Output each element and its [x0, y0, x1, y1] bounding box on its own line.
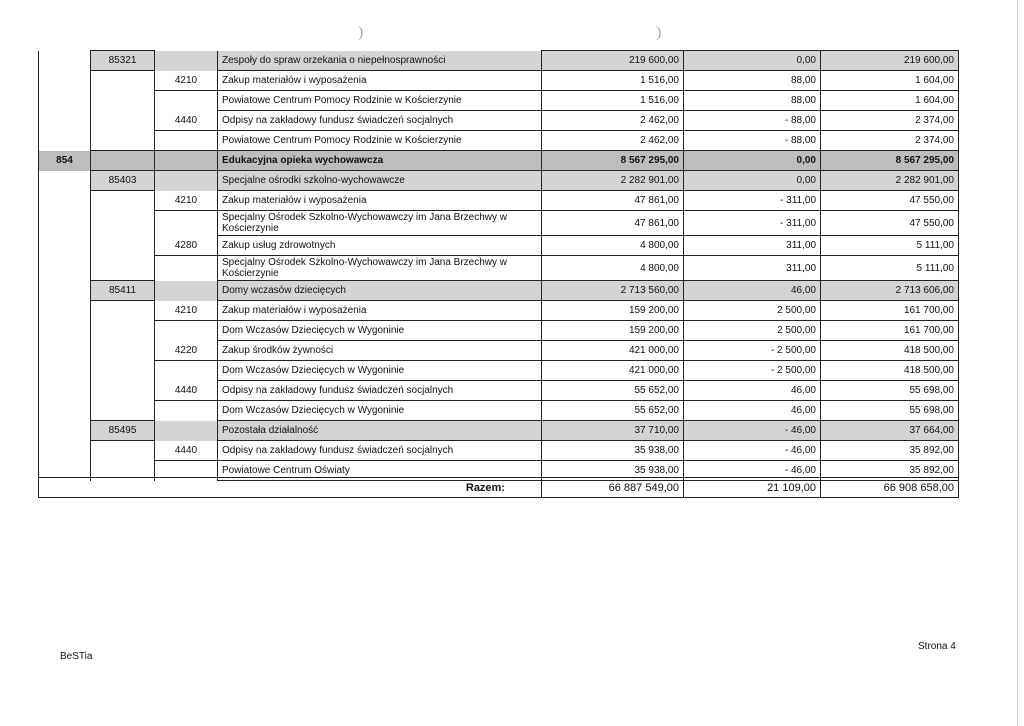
- amount-after-cell: 418 500,00: [821, 361, 959, 381]
- name-cell: Odpisy na zakładowy fundusz świadczeń socjalnych: [218, 441, 542, 461]
- name-cell: Odpisy na zakładowy fundusz świadczeń socjalnych: [218, 111, 542, 131]
- paragraf-cell: [155, 91, 218, 111]
- name-cell: Specjalne ośrodki szkolno-wychowawcze: [218, 171, 542, 191]
- name-cell: Zespoły do spraw orzekania o niepełnosprawności: [218, 51, 542, 71]
- footer-app-name: BeSTia: [60, 651, 93, 662]
- paragraf-cell: [155, 51, 218, 71]
- amount-before-cell: 35 938,00: [542, 461, 684, 481]
- table-row: [39, 281, 959, 301]
- name-cell: Zakup usług zdrowotnych: [218, 236, 542, 256]
- amount-before-cell: 2 713 560,00: [542, 281, 684, 301]
- rozdzial-cell: [91, 211, 155, 236]
- name-cell: Domy wczasów dziecięcych: [218, 281, 542, 301]
- decor-paren-right: ): [656, 24, 662, 41]
- name-cell: Pozostała działalność: [218, 421, 542, 441]
- table-row: [39, 321, 959, 341]
- table-row: [39, 441, 959, 461]
- name-cell: Edukacyjna opieka wychowawcza: [218, 151, 542, 171]
- amount-before-cell: 2 462,00: [542, 111, 684, 131]
- table-row: [39, 211, 959, 236]
- dzial-cell: [39, 191, 91, 211]
- rozdzial-cell: [91, 381, 155, 401]
- table-row: [39, 151, 959, 171]
- rozdzial-cell: 85403: [91, 171, 155, 191]
- amount-before-cell: 8 567 295,00: [542, 151, 684, 171]
- amount-after-cell: 47 550,00: [821, 191, 959, 211]
- total-before: 66 887 549,00: [542, 478, 684, 498]
- dzial-cell: [39, 71, 91, 91]
- footer-page-number: Strona 4: [918, 641, 956, 652]
- name-cell: Powiatowe Centrum Oświaty: [218, 461, 542, 481]
- amount-after-cell: 2 374,00: [821, 111, 959, 131]
- amount-before-cell: 1 516,00: [542, 91, 684, 111]
- amount-before-cell: 37 710,00: [542, 421, 684, 441]
- rozdzial-cell: [91, 361, 155, 381]
- dzial-cell: [39, 281, 91, 301]
- paragraf-cell: [155, 321, 218, 341]
- amount-change-cell: - 311,00: [684, 211, 821, 236]
- amount-after-cell: 35 892,00: [821, 441, 959, 461]
- name-cell: Zakup materiałów i wyposażenia: [218, 301, 542, 321]
- decor-paren-left: ): [358, 24, 364, 41]
- amount-before-cell: 47 861,00: [542, 211, 684, 236]
- amount-change-cell: 2 500,00: [684, 321, 821, 341]
- rozdzial-cell: [91, 441, 155, 461]
- amount-change-cell: - 311,00: [684, 191, 821, 211]
- table-row: [39, 256, 959, 281]
- table-row: [39, 381, 959, 401]
- table-row: [39, 71, 959, 91]
- amount-after-cell: 8 567 295,00: [821, 151, 959, 171]
- amount-after-cell: 47 550,00: [821, 211, 959, 236]
- rozdzial-cell: [91, 111, 155, 131]
- table-row: [39, 236, 959, 256]
- name-cell: Odpisy na zakładowy fundusz świadczeń socjalnych: [218, 381, 542, 401]
- amount-before-cell: 4 800,00: [542, 256, 684, 281]
- amount-after-cell: 161 700,00: [821, 321, 959, 341]
- amount-after-cell: 35 892,00: [821, 461, 959, 481]
- amount-change-cell: 0,00: [684, 151, 821, 171]
- amount-after-cell: 2 374,00: [821, 131, 959, 151]
- table-row: [39, 421, 959, 441]
- amount-before-cell: 4 800,00: [542, 236, 684, 256]
- name-cell: Dom Wczasów Dziecięcych w Wygoninie: [218, 321, 542, 341]
- dzial-cell: [39, 441, 91, 461]
- amount-before-cell: 159 200,00: [542, 301, 684, 321]
- total-row: [39, 478, 959, 498]
- amount-change-cell: 88,00: [684, 91, 821, 111]
- dzial-cell: [39, 401, 91, 421]
- paragraf-cell: 4210: [155, 301, 218, 321]
- rozdzial-cell: [91, 151, 155, 171]
- amount-after-cell: 2 282 901,00: [821, 171, 959, 191]
- name-cell: Dom Wczasów Dziecięcych w Wygoninie: [218, 401, 542, 421]
- amount-change-cell: 46,00: [684, 281, 821, 301]
- table-row: [39, 301, 959, 321]
- dzial-cell: [39, 301, 91, 321]
- rozdzial-cell: 85411: [91, 281, 155, 301]
- table-row: [39, 171, 959, 191]
- name-cell: Zakup materiałów i wyposażenia: [218, 191, 542, 211]
- amount-after-cell: 5 111,00: [821, 236, 959, 256]
- rozdzial-cell: [91, 236, 155, 256]
- dzial-cell: [39, 51, 91, 71]
- amount-change-cell: - 2 500,00: [684, 361, 821, 381]
- amount-change-cell: - 46,00: [684, 421, 821, 441]
- name-cell: Powiatowe Centrum Pomocy Rodzinie w Kościerzynie: [218, 131, 542, 151]
- paragraf-cell: 4440: [155, 441, 218, 461]
- dzial-cell: [39, 171, 91, 191]
- rozdzial-cell: [91, 131, 155, 151]
- table-row: [39, 341, 959, 361]
- table-row: [39, 131, 959, 151]
- table-row: [39, 401, 959, 421]
- amount-change-cell: 0,00: [684, 171, 821, 191]
- amount-change-cell: - 88,00: [684, 131, 821, 151]
- name-cell: Zakup środków żywności: [218, 341, 542, 361]
- paragraf-cell: 4440: [155, 381, 218, 401]
- rozdzial-cell: 85321: [91, 51, 155, 71]
- table-row: [39, 191, 959, 211]
- paragraf-cell: [155, 171, 218, 191]
- paragraf-cell: [155, 361, 218, 381]
- amount-before-cell: 47 861,00: [542, 191, 684, 211]
- amount-before-cell: 55 652,00: [542, 401, 684, 421]
- dzial-cell: [39, 256, 91, 281]
- dzial-cell: 854: [39, 151, 91, 171]
- rozdzial-cell: [91, 301, 155, 321]
- dzial-cell: [39, 111, 91, 131]
- amount-before-cell: 421 000,00: [542, 341, 684, 361]
- rozdzial-cell: [91, 91, 155, 111]
- amount-change-cell: 0,00: [684, 51, 821, 71]
- name-cell: Dom Wczasów Dziecięcych w Wygoninie: [218, 361, 542, 381]
- amount-before-cell: 2 282 901,00: [542, 171, 684, 191]
- amount-change-cell: - 46,00: [684, 441, 821, 461]
- paragraf-cell: [155, 401, 218, 421]
- amount-change-cell: 46,00: [684, 401, 821, 421]
- amount-change-cell: 2 500,00: [684, 301, 821, 321]
- amount-change-cell: 46,00: [684, 381, 821, 401]
- rozdzial-cell: [91, 321, 155, 341]
- amount-after-cell: 219 600,00: [821, 51, 959, 71]
- dzial-cell: [39, 361, 91, 381]
- table-row: [39, 51, 959, 71]
- amount-after-cell: 161 700,00: [821, 301, 959, 321]
- dzial-cell: [39, 131, 91, 151]
- total-table: [38, 477, 959, 498]
- dzial-cell: [39, 91, 91, 111]
- amount-change-cell: 311,00: [684, 236, 821, 256]
- dzial-cell: [39, 211, 91, 236]
- amount-after-cell: 2 713 606,00: [821, 281, 959, 301]
- dzial-cell: [39, 381, 91, 401]
- amount-after-cell: 37 664,00: [821, 421, 959, 441]
- table-row: [39, 91, 959, 111]
- name-cell: Powiatowe Centrum Pomocy Rodzinie w Kościerzynie: [218, 91, 542, 111]
- rozdzial-cell: [91, 401, 155, 421]
- amount-before-cell: 2 462,00: [542, 131, 684, 151]
- budget-table: [38, 50, 959, 481]
- dzial-cell: [39, 236, 91, 256]
- rozdzial-cell: [91, 341, 155, 361]
- paragraf-cell: [155, 281, 218, 301]
- amount-after-cell: 55 698,00: [821, 381, 959, 401]
- paragraf-cell: [155, 211, 218, 236]
- dzial-cell: [39, 421, 91, 441]
- amount-after-cell: 55 698,00: [821, 401, 959, 421]
- amount-after-cell: 1 604,00: [821, 91, 959, 111]
- amount-change-cell: 311,00: [684, 256, 821, 281]
- rozdzial-cell: 85495: [91, 421, 155, 441]
- paragraf-cell: 4280: [155, 236, 218, 256]
- table-row: [39, 361, 959, 381]
- paragraf-cell: [155, 256, 218, 281]
- name-cell: Specjalny Ośrodek Szkolno-Wychowawczy im Jana Brzechwy w Kościerzynie: [218, 256, 542, 281]
- total-label: Razem:: [39, 478, 542, 498]
- amount-change-cell: - 46,00: [684, 461, 821, 481]
- paragraf-cell: [155, 151, 218, 171]
- rozdzial-cell: [91, 191, 155, 211]
- amount-after-cell: 418 500,00: [821, 341, 959, 361]
- amount-before-cell: 159 200,00: [542, 321, 684, 341]
- amount-after-cell: 5 111,00: [821, 256, 959, 281]
- total-after: 66 908 658,00: [821, 478, 959, 498]
- amount-after-cell: 1 604,00: [821, 71, 959, 91]
- table-row: [39, 111, 959, 131]
- amount-change-cell: - 88,00: [684, 111, 821, 131]
- dzial-cell: [39, 321, 91, 341]
- amount-before-cell: 1 516,00: [542, 71, 684, 91]
- name-cell: Specjalny Ośrodek Szkolno-Wychowawczy im Jana Brzechwy w Kościerzynie: [218, 211, 542, 236]
- amount-before-cell: 55 652,00: [542, 381, 684, 401]
- dzial-cell: [39, 341, 91, 361]
- rozdzial-cell: [91, 256, 155, 281]
- total-change: 21 109,00: [684, 478, 821, 498]
- scan-edge: [1017, 0, 1018, 726]
- paragraf-cell: [155, 131, 218, 151]
- paragraf-cell: 4440: [155, 111, 218, 131]
- paragraf-cell: 4220: [155, 341, 218, 361]
- paragraf-cell: 4210: [155, 71, 218, 91]
- paragraf-cell: 4210: [155, 191, 218, 211]
- name-cell: Zakup materiałów i wyposażenia: [218, 71, 542, 91]
- budget-table-body: [39, 51, 959, 481]
- amount-before-cell: 421 000,00: [542, 361, 684, 381]
- amount-change-cell: - 2 500,00: [684, 341, 821, 361]
- rozdzial-cell: [91, 71, 155, 91]
- amount-before-cell: 219 600,00: [542, 51, 684, 71]
- paragraf-cell: [155, 421, 218, 441]
- amount-change-cell: 88,00: [684, 71, 821, 91]
- amount-before-cell: 35 938,00: [542, 441, 684, 461]
